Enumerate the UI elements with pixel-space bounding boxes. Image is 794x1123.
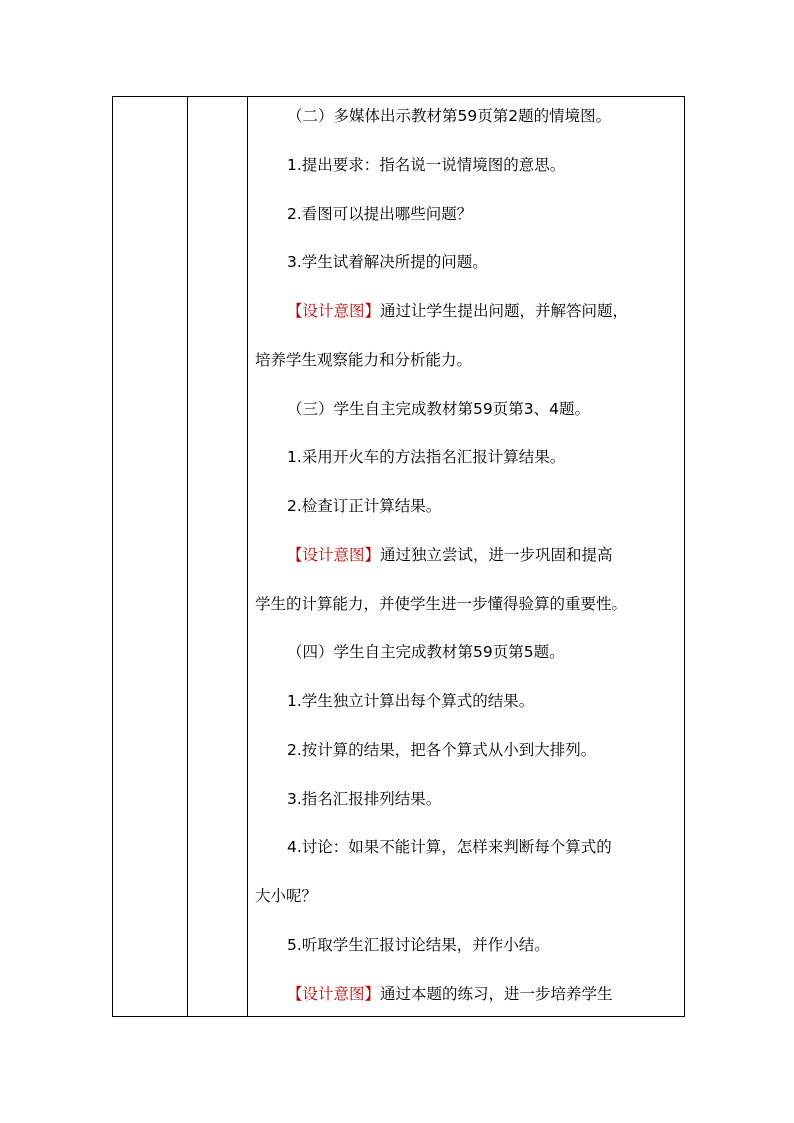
- line-text: （四）学生自主完成教材第59页第5题。: [287, 643, 565, 662]
- text-line: [255, 543, 678, 567]
- text-line: [255, 738, 678, 762]
- line-text: 学生的计算能力，并使学生进一步懂得验算的重要性。: [255, 594, 628, 613]
- line-text: 2.看图可以提出哪些问题？: [287, 204, 473, 223]
- content-cell: [248, 97, 684, 1016]
- text-line: [255, 202, 678, 226]
- text-line: [255, 884, 678, 908]
- design-intent-tag: 【设计意图】: [287, 984, 381, 1003]
- text-line: [255, 153, 678, 177]
- line-text: （三）学生自主完成教材第59页第3、4题。: [287, 399, 590, 418]
- line-text: 培养学生观察能力和分析能力。: [255, 350, 473, 369]
- text-line: [255, 640, 678, 664]
- column-divider-1: [187, 97, 188, 1016]
- line-text: 大小呢？: [255, 887, 318, 905]
- line-text: 1.提出要求：指名说一说情境图的意思。: [287, 155, 566, 174]
- design-intent-tag: 【设计意图】: [287, 302, 381, 320]
- text-line: [255, 592, 678, 616]
- text-line: [255, 787, 678, 811]
- line-text: 2.按计算的结果，把各个算式从小到大排列。: [287, 740, 597, 759]
- text-line: [255, 689, 678, 713]
- text-line: [255, 299, 678, 323]
- text-line: [255, 982, 678, 1006]
- line-text: 4.讨论：如果不能计算，怎样来判断每个算式的: [287, 838, 612, 857]
- lesson-plan-table: [112, 96, 685, 1017]
- text-line: [255, 250, 678, 274]
- design-intent-tag: 【设计意图】: [287, 545, 381, 564]
- line-text: 1.学生独立计算出每个算式的结果。: [287, 692, 535, 710]
- line-text: 2.检查订正计算结果。: [287, 497, 442, 515]
- text-line: [255, 494, 678, 518]
- text-line: [255, 835, 678, 859]
- line-text: 5.听取学生汇报讨论结果，并作小结。: [287, 935, 550, 954]
- line-text: 3.指名汇报排列结果。: [287, 789, 442, 808]
- text-line: [255, 397, 678, 421]
- text-line: [255, 348, 678, 372]
- line-text: 通过让学生提出问题，并解答问题，: [380, 302, 629, 320]
- text-line: [255, 445, 678, 469]
- line-text: （二）多媒体出示教材第59页第2题的情境图。: [287, 107, 612, 125]
- line-text: 1.采用开火车的方法指名汇报计算结果。: [287, 448, 566, 467]
- text-line: [255, 104, 678, 128]
- line-text: 3.学生试着解决所提的问题。: [287, 253, 488, 272]
- line-text: 通过独立尝试，进一步巩固和提高: [380, 545, 613, 564]
- line-text: 通过本题的练习，进一步培养学生: [380, 984, 613, 1003]
- text-line: [255, 933, 678, 957]
